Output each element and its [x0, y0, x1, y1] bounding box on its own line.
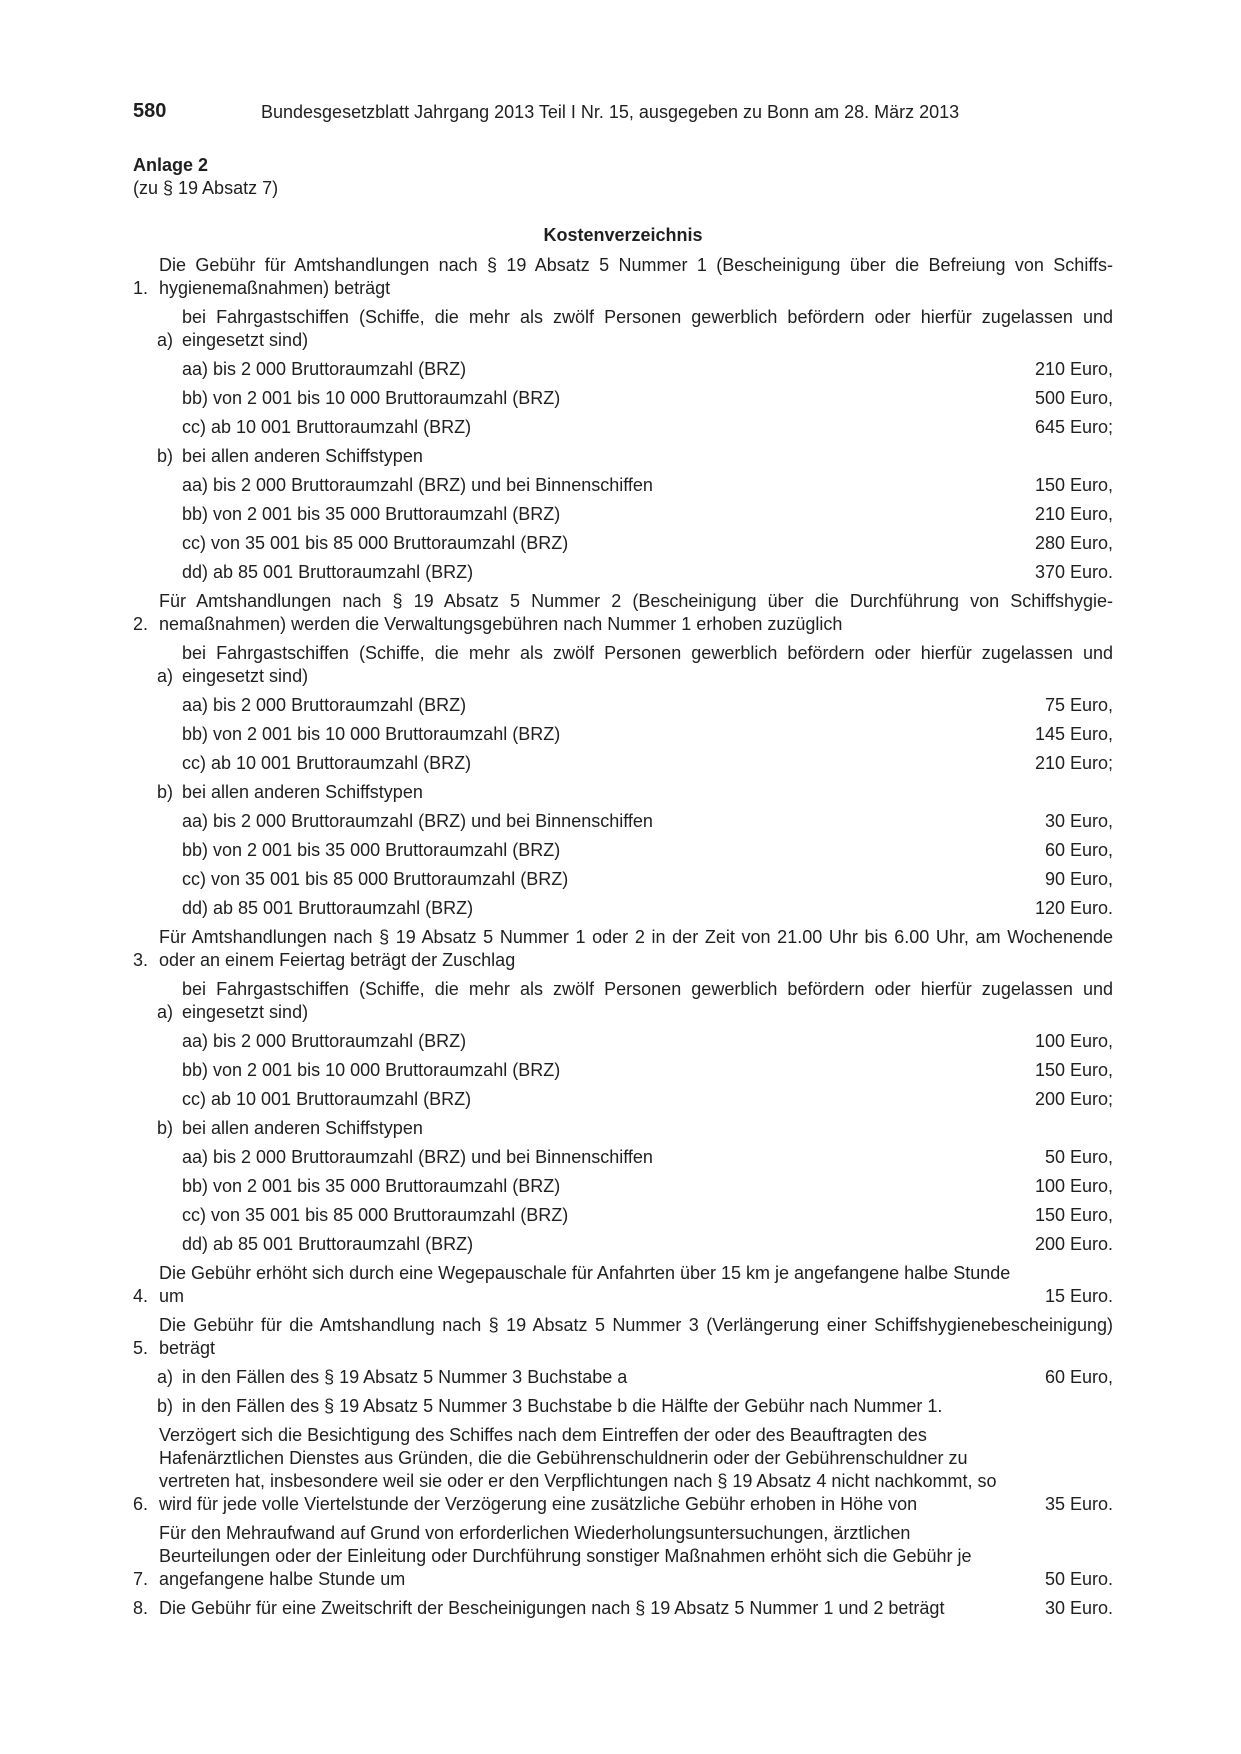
- sub-item-letter: a): [157, 330, 174, 350]
- sub-item-letter: b): [157, 782, 174, 802]
- fee-line-amount: 210 Euro,: [1034, 359, 1113, 379]
- item-fee: 30 Euro.: [1044, 1598, 1113, 1618]
- sub-item-row: [133, 445, 1113, 468]
- fee-line-amount: 145 Euro,: [1034, 724, 1113, 744]
- fee-line: [133, 1204, 1113, 1227]
- item-text: Für den Mehraufwand auf Grund von erforderlichen Wiederholungsuntersuchungen, ärztlichen Beurteilungen oder der Einleitung oder Durchführung sonstiger Maßnahmen erhöht sich die Gebühr je angefangene halbe Stunde um: [159, 1523, 972, 1589]
- fee-line-label: aa) bis 2 000 Bruttoraumzahl (BRZ) und bei Binnenschiffen: [182, 811, 653, 831]
- schedule-item: [133, 254, 1113, 584]
- sub-item-row: [133, 642, 1113, 688]
- sub-item: [133, 1366, 1113, 1389]
- sub-item-fee: 60 Euro,: [1044, 1367, 1113, 1387]
- item-text: Für Amtshandlungen nach § 19 Absatz 5 Nummer 1 oder 2 in der Zeit von 21.00 Uhr bis 6.00 Uhr, am Wochenende oder an einem Feiertag beträgt der Zuschlag: [159, 927, 1113, 970]
- annex-heading: [133, 154, 278, 199]
- fee-line-amount: 150 Euro,: [1034, 1205, 1113, 1225]
- fee-line-amount: 50 Euro,: [1044, 1147, 1113, 1167]
- fee-line-label: bb) von 2 001 bis 35 000 Bruttoraumzahl (BRZ): [182, 840, 561, 860]
- sub-item: [133, 306, 1113, 439]
- item-text: Die Gebühr für die Amtshandlung nach § 19 Absatz 5 Nummer 3 (Verlängerung einer Schiffshygienebescheinigung) beträgt: [159, 1315, 1113, 1358]
- sub-item: [133, 781, 1113, 920]
- annex-reference: (zu § 19 Absatz 7): [133, 178, 279, 198]
- sub-item-letter: b): [157, 1118, 174, 1138]
- item-text: Die Gebühr erhöht sich durch eine Wegepauschale für Anfahrten über 15 km je angefangene halbe Stunde um: [159, 1263, 1011, 1306]
- schedule-item: [133, 926, 1113, 1256]
- sub-item: [133, 642, 1113, 775]
- fee-line-label: dd) ab 85 001 Bruttoraumzahl (BRZ): [182, 898, 474, 918]
- fee-line: [133, 752, 1113, 775]
- fee-line: [133, 474, 1113, 497]
- sub-item-row: [133, 306, 1113, 352]
- fee-line-amount: 90 Euro,: [1044, 869, 1113, 889]
- annex-title: Anlage 2: [133, 155, 209, 175]
- fee-line-label: aa) bis 2 000 Bruttoraumzahl (BRZ): [182, 695, 467, 715]
- fee-line: [133, 358, 1113, 381]
- fee-line-amount: 150 Euro,: [1034, 1060, 1113, 1080]
- fee-line-amount: 280 Euro,: [1034, 533, 1113, 553]
- fee-line-label: cc) ab 10 001 Bruttoraumzahl (BRZ): [182, 753, 472, 773]
- fee-line-label: dd) ab 85 001 Bruttoraumzahl (BRZ): [182, 562, 474, 582]
- fee-line-amount: 100 Euro,: [1034, 1176, 1113, 1196]
- fee-line: [133, 416, 1113, 439]
- item-fee: 50 Euro.: [1044, 1569, 1113, 1589]
- item-row: [133, 1314, 1113, 1360]
- fee-line: [133, 1030, 1113, 1053]
- item-row: [133, 1597, 1113, 1620]
- sub-item-text: in den Fällen des § 19 Absatz 5 Nummer 3 Buchstabe b die Hälfte der Gebühr nach Nummer 1.: [182, 1396, 943, 1416]
- fee-line-label: aa) bis 2 000 Bruttoraumzahl (BRZ): [182, 359, 467, 379]
- fee-line-label: cc) ab 10 001 Bruttoraumzahl (BRZ): [182, 1089, 472, 1109]
- page-header: [133, 100, 1113, 126]
- fee-line: [133, 694, 1113, 717]
- item-row: [133, 1424, 1113, 1516]
- fee-line-amount: 30 Euro,: [1044, 811, 1113, 831]
- item-number: 2.: [133, 614, 149, 634]
- fee-line-amount: 210 Euro,: [1034, 504, 1113, 524]
- fee-line-amount: 60 Euro,: [1044, 840, 1113, 860]
- schedule-item: [133, 1262, 1113, 1308]
- fee-line: [133, 1088, 1113, 1111]
- item-row: [133, 590, 1113, 636]
- fee-line: [133, 503, 1113, 526]
- item-number: 5.: [133, 1338, 149, 1358]
- fee-line-label: bb) von 2 001 bis 10 000 Bruttoraumzahl (BRZ): [182, 724, 561, 744]
- fee-line: [133, 839, 1113, 862]
- fee-line-label: cc) von 35 001 bis 85 000 Bruttoraumzahl (BRZ): [182, 1205, 569, 1225]
- fee-line: [133, 1233, 1113, 1256]
- fee-line: [133, 810, 1113, 833]
- sub-item-text: bei Fahrgastschiffen (Schiffe, die mehr als zwölf Personen gewerblich befördern oder hierfür zugelassen und eingesetzt sind): [182, 307, 1113, 350]
- fee-line-label: cc) von 35 001 bis 85 000 Bruttoraumzahl (BRZ): [182, 869, 569, 889]
- fee-line-amount: 210 Euro;: [1034, 753, 1113, 773]
- sub-item-row: [133, 978, 1113, 1024]
- sub-item-text: in den Fällen des § 19 Absatz 5 Nummer 3 Buchstabe a: [182, 1367, 628, 1387]
- item-fee: 35 Euro.: [1044, 1494, 1113, 1514]
- fee-line-label: bb) von 2 001 bis 10 000 Bruttoraumzahl (BRZ): [182, 1060, 561, 1080]
- sub-item-text: bei allen anderen Schiffstypen: [182, 1118, 423, 1138]
- fee-line-amount: 120 Euro.: [1034, 898, 1113, 918]
- fee-line-label: cc) ab 10 001 Bruttoraumzahl (BRZ): [182, 417, 472, 437]
- sub-item-letter: b): [157, 446, 174, 466]
- sub-item: [133, 1117, 1113, 1256]
- sub-item: [133, 445, 1113, 584]
- fee-line-amount: 370 Euro.: [1034, 562, 1113, 582]
- item-number: 8.: [133, 1598, 149, 1618]
- item-number: 3.: [133, 950, 149, 970]
- sub-item-row: [133, 1395, 1113, 1418]
- fee-line: [133, 532, 1113, 555]
- fee-schedule: [133, 254, 1113, 1626]
- fee-line-label: aa) bis 2 000 Bruttoraumzahl (BRZ): [182, 1031, 467, 1051]
- item-text: Die Gebühr für Amtshandlungen nach § 19 Absatz 5 Nummer 1 (Bescheinigung über die Befreiung von Schiffshygienemaßnahmen) beträgt: [159, 255, 1113, 298]
- fee-line: [133, 897, 1113, 920]
- fee-line-amount: 75 Euro,: [1044, 695, 1113, 715]
- item-fee: 15 Euro.: [1044, 1286, 1113, 1306]
- sub-item-letter: a): [157, 1367, 174, 1387]
- fee-line: [133, 1175, 1113, 1198]
- sub-item-letter: a): [157, 666, 174, 686]
- page-number: 580: [133, 100, 167, 122]
- schedule-item: [133, 1522, 1113, 1591]
- schedule-item: [133, 1314, 1113, 1418]
- item-number: 1.: [133, 278, 149, 298]
- fee-line-label: dd) ab 85 001 Bruttoraumzahl (BRZ): [182, 1234, 474, 1254]
- fee-line-amount: 150 Euro,: [1034, 475, 1113, 495]
- fee-line: [133, 1059, 1113, 1082]
- item-row: [133, 254, 1113, 300]
- fee-line: [133, 1146, 1113, 1169]
- fee-line-label: cc) von 35 001 bis 85 000 Bruttoraumzahl (BRZ): [182, 533, 569, 553]
- fee-line-label: aa) bis 2 000 Bruttoraumzahl (BRZ) und bei Binnenschiffen: [182, 475, 653, 495]
- fee-line-label: bb) von 2 001 bis 35 000 Bruttoraumzahl (BRZ): [182, 504, 561, 524]
- fee-line-label: bb) von 2 001 bis 10 000 Bruttoraumzahl (BRZ): [182, 388, 561, 408]
- fee-line-amount: 200 Euro;: [1034, 1089, 1113, 1109]
- item-text: Verzögert sich die Besichtigung des Schiffes nach dem Eintreffen der oder des Beauftragten des Hafenärztlichen Dienstes aus Gründen, die die Gebührenschuldnerin oder der Gebührenschuldner zu vertreten hat, insbesondere weil sie oder er den Verpflichtungen nach § 19 Absatz 4 nicht nachkommt, so wird für jede volle Viertelstunde der Verzögerung eine zusätzliche Gebühr erhoben in Höhe von: [159, 1425, 997, 1514]
- item-row: [133, 1522, 1113, 1591]
- item-number: 4.: [133, 1286, 149, 1306]
- sub-item-text: bei Fahrgastschiffen (Schiffe, die mehr als zwölf Personen gewerblich befördern oder hierfür zugelassen und eingesetzt sind): [182, 643, 1113, 686]
- fee-line-amount: 645 Euro;: [1034, 417, 1113, 437]
- sub-item-text: bei Fahrgastschiffen (Schiffe, die mehr als zwölf Personen gewerblich befördern oder hierfür zugelassen und eingesetzt sind): [182, 979, 1113, 1022]
- fee-line-amount: 500 Euro,: [1034, 388, 1113, 408]
- sub-item-text: bei allen anderen Schiffstypen: [182, 446, 423, 466]
- sub-item: [133, 978, 1113, 1111]
- schedule-item: [133, 1597, 1113, 1620]
- sub-item-letter: b): [157, 1396, 174, 1416]
- schedule-item: [133, 590, 1113, 920]
- section-title: Kostenverzeichnis: [543, 225, 703, 245]
- sub-item-row: [133, 781, 1113, 804]
- sub-item-row: [133, 1117, 1113, 1140]
- item-text: Für Amtshandlungen nach § 19 Absatz 5 Nummer 2 (Bescheinigung über die Durchführung von Schiffshygienemaßnahmen) werden die Verwaltungsgebühren nach Nummer 1 erhoben zuzüglich: [159, 591, 1113, 634]
- fee-line-amount: 100 Euro,: [1034, 1031, 1113, 1051]
- item-row: [133, 1262, 1113, 1308]
- fee-line: [133, 387, 1113, 410]
- sub-item: [133, 1395, 1113, 1418]
- fee-line: [133, 868, 1113, 891]
- item-text: Die Gebühr für eine Zweitschrift der Bescheinigungen nach § 19 Absatz 5 Nummer 1 und 2 beträgt: [159, 1598, 945, 1618]
- fee-line: [133, 561, 1113, 584]
- sub-item-row: [133, 1366, 1113, 1389]
- item-number: 6.: [133, 1494, 149, 1514]
- fee-line-amount: 200 Euro.: [1034, 1234, 1113, 1254]
- item-number: 7.: [133, 1569, 149, 1589]
- schedule-item: [133, 1424, 1113, 1516]
- gazette-header: Bundesgesetzblatt Jahrgang 2013 Teil I Nr. 15, ausgegeben zu Bonn am 28. März 2013: [261, 102, 960, 122]
- item-row: [133, 926, 1113, 972]
- fee-line: [133, 723, 1113, 746]
- fee-line-label: bb) von 2 001 bis 35 000 Bruttoraumzahl (BRZ): [182, 1176, 561, 1196]
- fee-line-label: aa) bis 2 000 Bruttoraumzahl (BRZ) und bei Binnenschiffen: [182, 1147, 653, 1167]
- sub-item-text: bei allen anderen Schiffstypen: [182, 782, 423, 802]
- sub-item-letter: a): [157, 1002, 174, 1022]
